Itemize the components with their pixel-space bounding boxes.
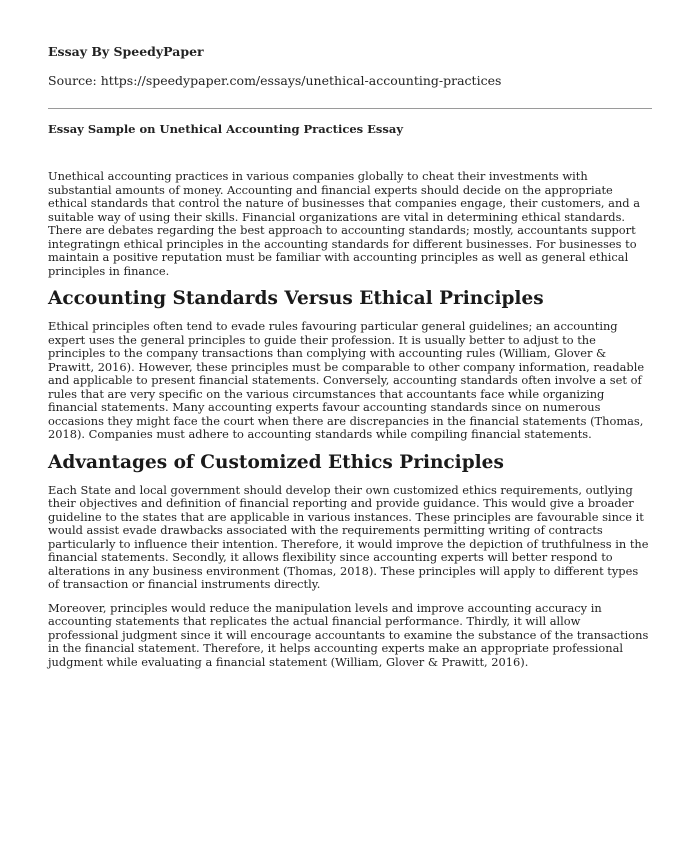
essay-title: Essay Sample on Unethical Accounting Practices Essay xyxy=(48,122,404,136)
section1-paragraph: Ethical principles often tend to evade rules favouring particular general guidelines; an accounting expert uses the general principles to guide their profession. It is usually better to adjust to the principles to the company transactions than complying with accounting rules (William, Glover & Prawitt, 2016). However, these principles must be comparable to other company information, readable and applicable to present financial statements. Conversely, accounting standards often involve a set of rules that are very specific on the various circumstances that accountants face while organizing financial statements. Many accounting experts favour accounting standards since on numerous occasions they might face the court when there are discrepancies in the financial statements (Thomas, 2018). Companies must adhere to accounting standards while compiling financial statements. xyxy=(48,319,645,441)
header-divider xyxy=(48,108,652,109)
intro-paragraph: Unethical accounting practices in various companies globally to cheat their investments with substantial amounts of money. Accounting and financial experts should decide on the appropriate ethical standards that control the nature of businesses that companies engage, their customers, and a suitable way of using their skills. Financial organizations are vital in determining ethical standards. There are debates regarding the best approach to accounting standards; mostly, accountants support integratingn ethical principles in the accounting standards for different businesses. For businesses to maintain a positive reputation must be familiar with accounting principles as well as general ethical principles in finance. xyxy=(48,169,641,278)
section-heading-customized-ethics: Advantages of Customized Ethics Principles xyxy=(48,451,504,473)
essay-author-line: Essay By SpeedyPaper xyxy=(48,44,204,59)
section-heading-accounting-standards: Accounting Standards Versus Ethical Principles xyxy=(48,288,544,309)
section2-paragraph-1: Each State and local government should develop their own customized ethics requirements, outlying their objectives and definition of financial reporting and provide guidance. This would give a broader guideline to the states that are applicable in various instances. These principles are favourable since it would assist evade drawbacks associated with the requirements permitting writing of contracts particularly to influence their intention. Therefore, it would improve the depiction of truthfulness in the financial statements. Secondly, it allows flexibility since accounting experts will better respond to alterations in any business environment (Thomas, 2018). These principles will apply to different types of transaction or financial instruments directly. xyxy=(48,482,649,591)
source-line: Source: https://speedypaper.com/essays/unethical-accounting-practices xyxy=(48,73,502,88)
essay-body xyxy=(48,170,652,679)
section2-paragraph-2: Moreover, principles would reduce the manipulation levels and improve accounting accuracy in accounting statements that replicates the actual financial performance. Thirdly, it will allow professional judgment since it will encourage accountants to examine the substance of the transactions in the financial statement. Therefore, it helps accounting experts make an appropriate professional judgment while evaluating a financial statement (William, Glover & Prawitt, 2016). xyxy=(48,600,649,669)
